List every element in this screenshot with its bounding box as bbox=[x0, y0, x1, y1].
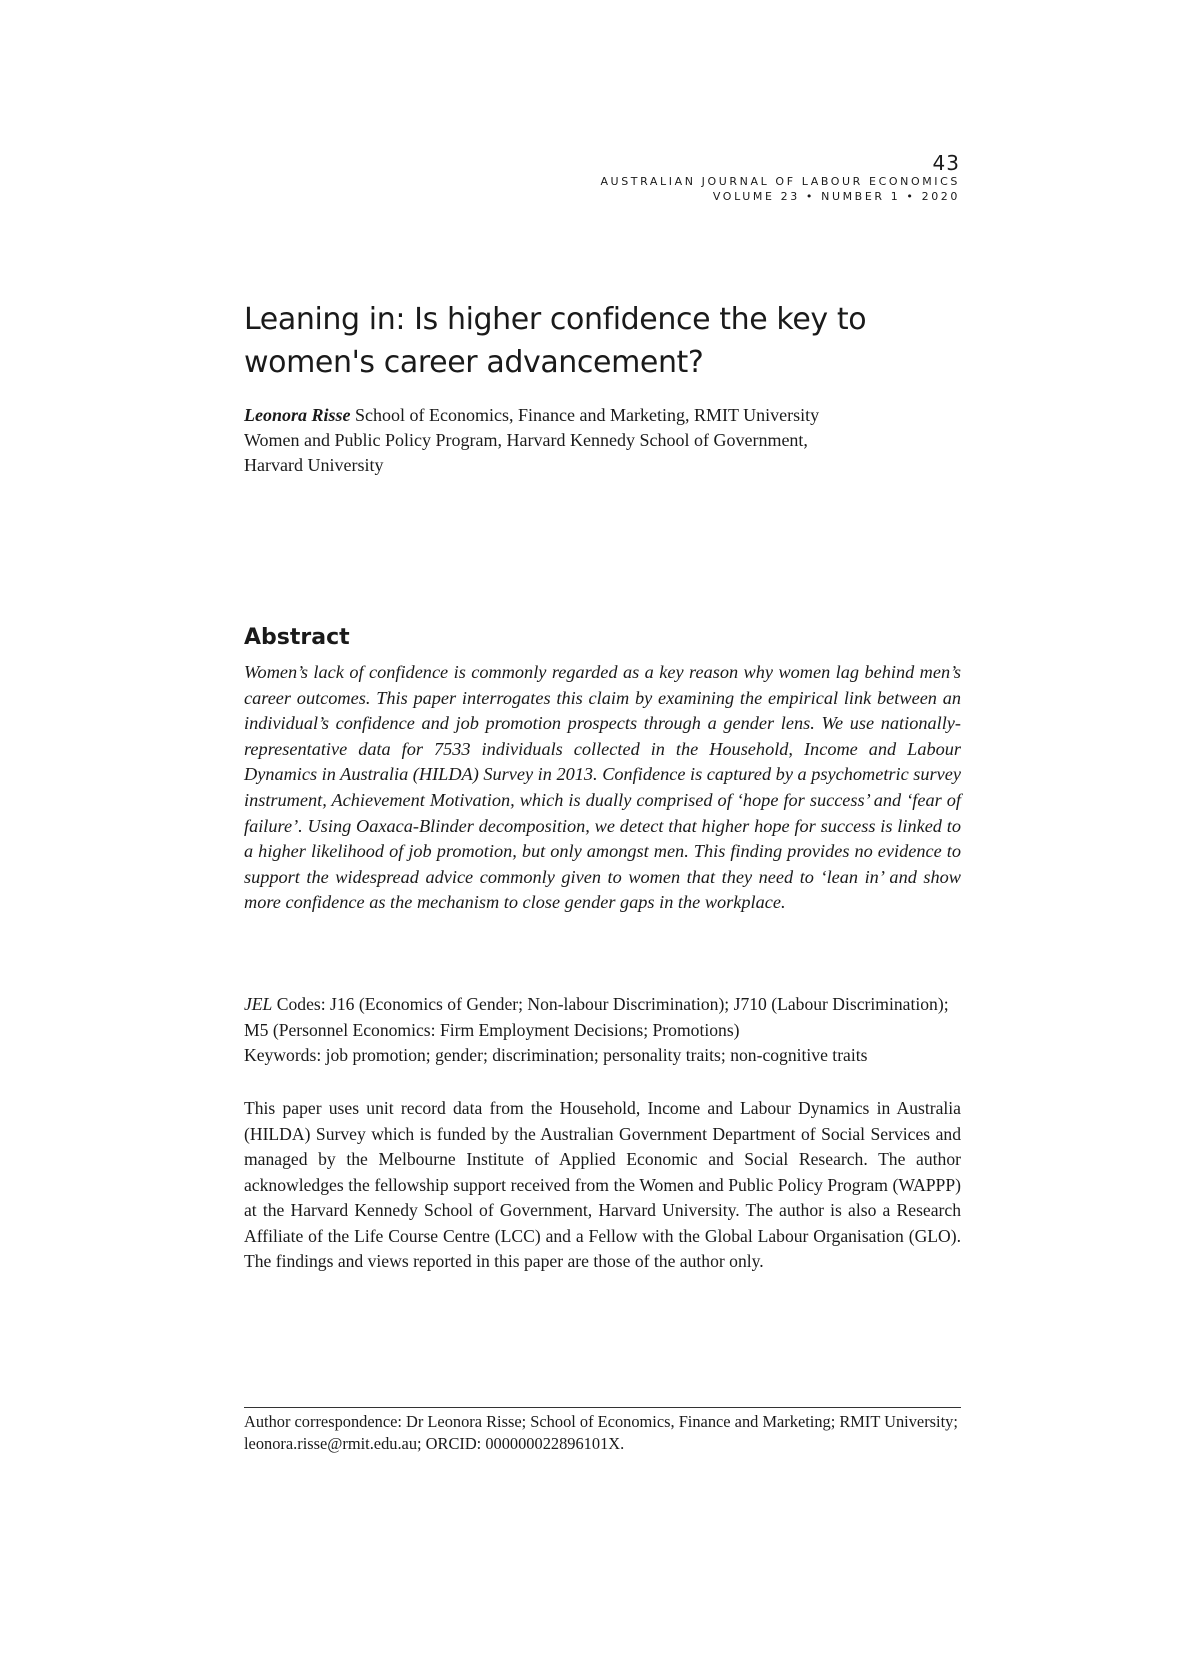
abstract-heading: Abstract bbox=[244, 625, 350, 650]
jel-label: JEL bbox=[244, 994, 273, 1014]
affiliation-line-1: School of Economics, Finance and Marketing, RMIT University bbox=[350, 405, 820, 425]
author-affiliation bbox=[244, 403, 964, 478]
journal-header bbox=[600, 152, 960, 204]
affiliation-line-2: Women and Public Policy Program, Harvard Kennedy School of Government, bbox=[244, 430, 808, 450]
article-title bbox=[244, 298, 984, 384]
author-correspondence: Author correspondence: Dr Leonora Risse; School of Economics, Finance and Marketing; RMIT University; leonora.risse@rmit.edu.au; ORCID: 000000022896101X. bbox=[244, 1412, 958, 1453]
article-title-line-2: women's career advancement? bbox=[244, 345, 704, 380]
affiliation-line-3: Harvard University bbox=[244, 455, 384, 475]
jel-codes: Codes: J16 (Economics of Gender; Non-labour Discrimination); J710 (Labour Discrimination); M5 (Personnel Economics: Firm Employment Decisions; Promotions) bbox=[244, 994, 949, 1040]
journal-volume: VOLUME 23 • NUMBER 1 • 2020 bbox=[712, 190, 960, 203]
journal-name: AUSTRALIAN JOURNAL OF LABOUR ECONOMICS bbox=[600, 175, 960, 188]
author-name: Leonora Risse bbox=[244, 405, 351, 425]
article-title-line-1: Leaning in: Is higher confidence the key to bbox=[244, 302, 867, 337]
abstract-body: Women’s lack of confidence is commonly regarded as a key reason why women lag behind men’s career outcomes. This paper interrogates this claim by examining the empirical link between an individual’s confidence and job promotion prospects through a gender lens. We use nationally-representative data for 7533 individuals collected in the Household, Income and Labour Dynamics in Australia (HILDA) Survey in 2013. Confidence is captured by a psychometric survey instrument, Achievement Motivation, which is dually comprised of ‘hope for success’ and ‘fear of failure’. Using Oaxaca-Blinder decomposition, we detect that higher hope for success is linked to a higher likelihood of job promotion, but only amongst men. This finding provides no evidence to support the widespread advice commonly given to women that they need to ‘lean in’ and show more confidence as the mechanism to close gender gaps in the workplace. bbox=[244, 662, 961, 913]
jel-codes-section bbox=[244, 992, 974, 1069]
footnote-divider bbox=[244, 1407, 961, 1408]
keywords: Keywords: job promotion; gender; discrimination; personality traits; non-cognitive traits bbox=[244, 1045, 868, 1065]
funding-acknowledgement: This paper uses unit record data from the Household, Income and Labour Dynamics in Australia (HILDA) Survey which is funded by the Australian Government Department of Social Services and managed by the Melbourne Institute of Applied Economic and Social Research. The author acknowledges the fellowship support received from the Women and Public Policy Program (WAPPP) at the Harvard Kennedy School of Government, Harvard University. The author is also a Research Affiliate of the Life Course Centre (LCC) and a Fellow with the Global Labour Organisation (GLO). The findings and views reported in this paper are those of the author only. bbox=[244, 1098, 961, 1271]
page-number: 43 bbox=[932, 151, 960, 175]
